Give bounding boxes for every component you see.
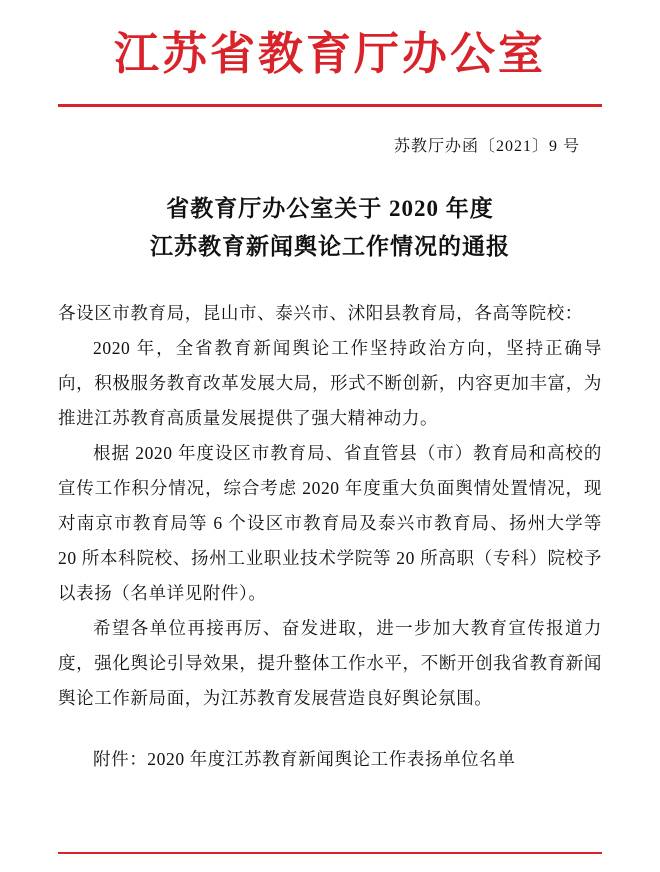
document-number: 苏教厅办函〔2021〕9 号 [393,138,580,156]
issuing-organization-title: 江苏省教育厅办公室 [113,29,546,79]
body-paragraph-2: 根据 2020 年度设区市教育局、省直管县（市）教育局和高校的宣传工作积分情况，综合考虑 2020 年度重大负面舆情处置情况，现对南京市教育局等 6 个设区市教育局及泰兴市教育局、扬州大学等 20 所本科院校、扬州工业职业技术学院等 20 所高职（专科）院校予以表扬（名单详见附件）。 [58,443,602,604]
document-number-row [58,133,602,156]
document-body [58,296,602,716]
attachment-line: 附件：2020 年度江苏教育新闻舆论工作表扬单位名单 [93,749,516,770]
body-paragraph-1: 2020 年，全省教育新闻舆论工作坚持政治方向，坚持正确导向，积极服务教育改革发展大局，形式不断创新，内容更加丰富，为推进江苏教育高质量发展提供了强大精神动力。 [58,338,602,429]
salutation: 各设区市教育局，昆山市、泰兴市、沭阳县教育局，各高等院校： [58,303,583,324]
footer-divider [58,852,602,854]
masthead [58,0,602,107]
body-paragraph-3: 希望各单位再接再厉、奋发进取，进一步加大教育宣传报道力度，强化舆论引导效果，提升整体工作水平，不断开创我省教育新闻舆论工作新局面，为江苏教育发展营造良好舆论氛围。 [58,618,602,709]
document-title-line-1: 省教育厅办公室关于 2020 年度 [166,196,494,222]
masthead-divider [58,104,602,107]
document-title-line-2: 江苏教育新闻舆论工作情况的通报 [150,234,510,260]
document-title [58,190,602,266]
